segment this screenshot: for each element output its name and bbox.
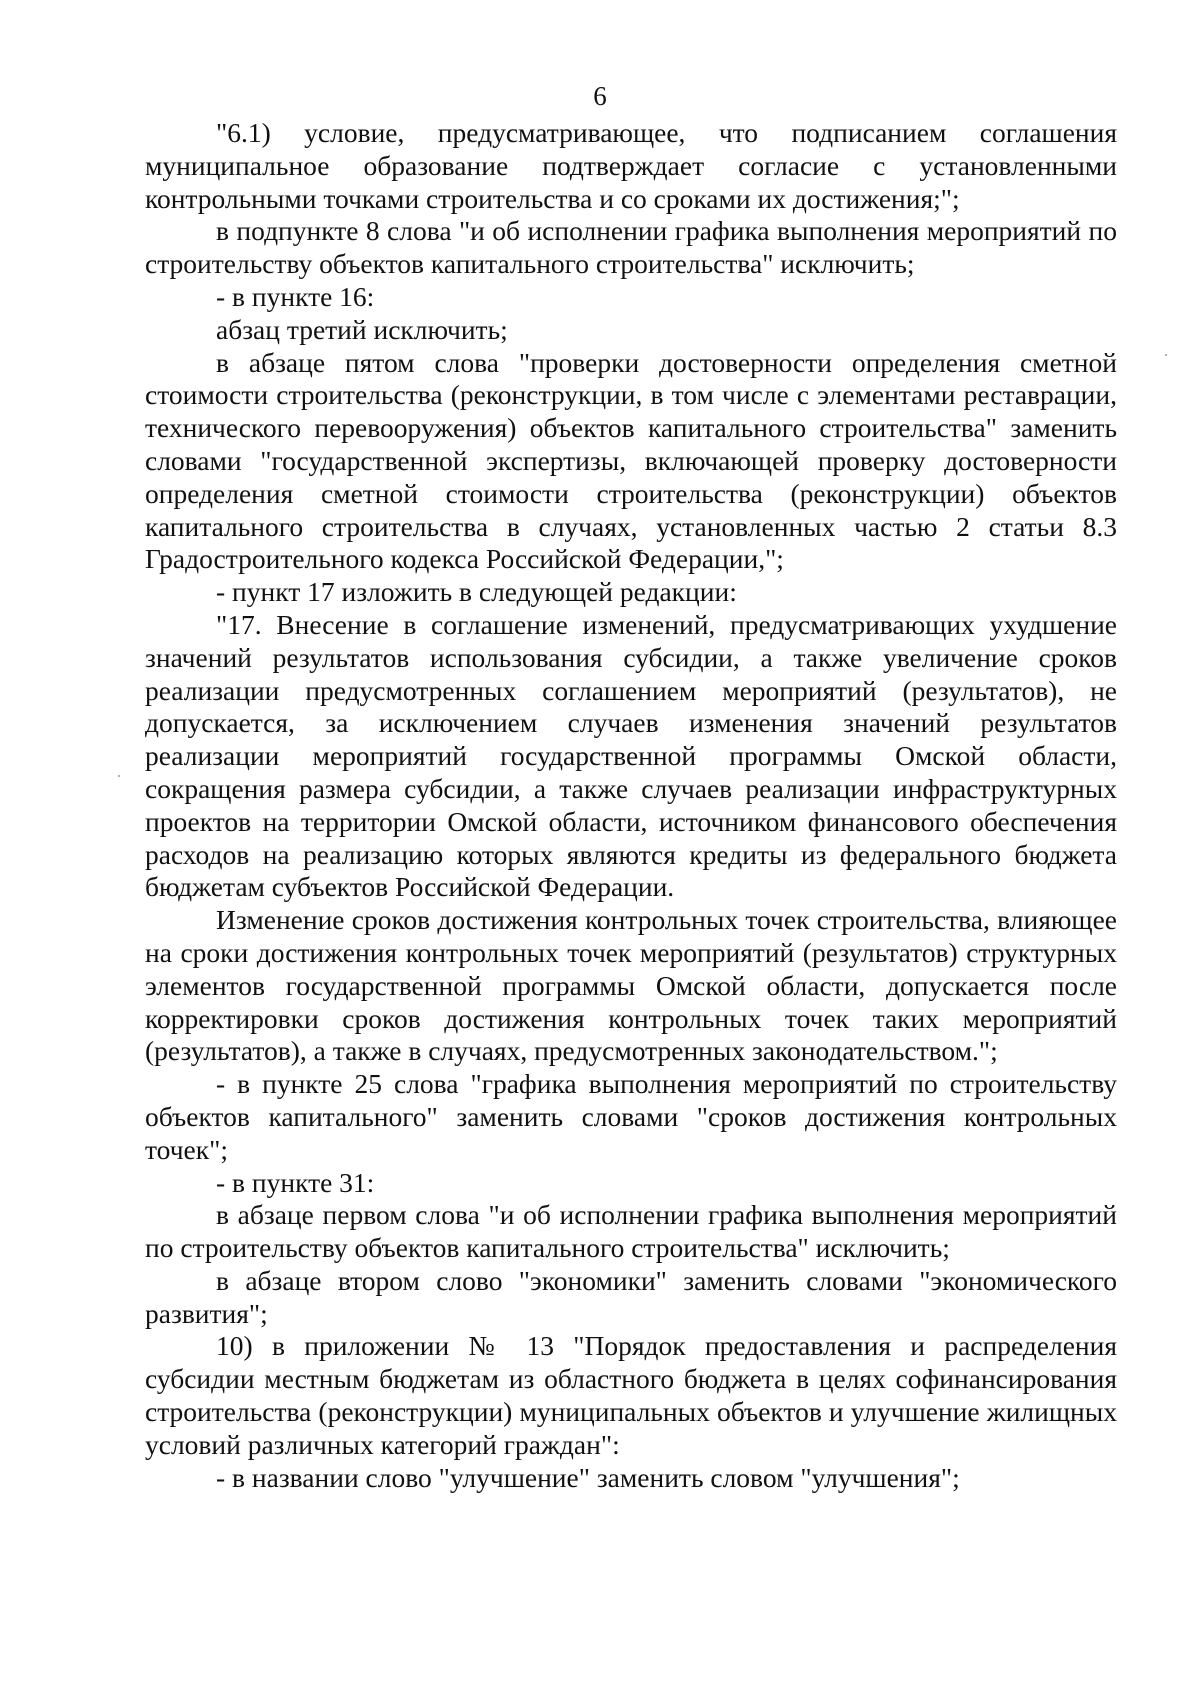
paragraph-point-17-text: "17. Внесение в соглашение изменений, предусматривающих ухудшение значений результатов использования субсидии, а также увеличение сроков реализации предусмотренных соглашением мероприятий (результатов), не допускается, за исключением случаев изменения значений результатов реализации мероприятий государственной программы Омской области, сокращения размера субсидии, а также случаев реализации инфраструктурных проектов на территории Омской области, источником финансового обеспечения расходов на реализацию которых являются кредиты из федерального бюджета бюджетам субъектов Российской Федерации. (145, 608, 1117, 903)
paragraph-point-17-intro: - пункт 17 изложить в следующей редакции: (216, 576, 737, 608)
page-number: 6 (593, 81, 607, 111)
paragraph-abzac-second: в абзаце втором слово "экономики" заменить словами "экономического развития"; (145, 1264, 1117, 1329)
paragraph-appendix-13: 10) в приложении № 13 "Порядок предоставления и распределения субсидии местным бюджетам из областного бюджета в целях софинансирования строительства (реконструкции) муниципальных объектов и улучшение жилищных условий различных категорий граждан": (145, 1330, 1117, 1460)
paragraph-point-31: - в пункте 31: (216, 1166, 375, 1198)
document-body (145, 117, 1117, 1494)
paragraph-title-change: - в названии слово "улучшение" заменить словом "улучшения"; (216, 1461, 960, 1493)
paragraph-6-1-condition: "6.1) условие, предусматривающее, что подписанием соглашения муниципальное образование подтверждает согласие с установленными контрольными точками строительства и со сроками их достижения;"; (145, 117, 1117, 214)
paragraph-point-16: - в пункте 16: (216, 280, 375, 312)
paragraph-abzac-fifth: в абзаце пятом слова "проверки достоверности определения сметной стоимости строительства (реконструкции, в том числе с элементами реставрации, технического перевооружения) объектов капитального строительства" заменить словами "государственной экспертизы, включающей проверку достоверности определения сметной стоимости строительства (реконструкции) объектов капитального строительства в случаях, установленных частью 2 статьи 8.3 Градостроительного кодекса Российской Федерации,"; (145, 346, 1117, 575)
scan-speck (118, 775, 120, 777)
paragraph-abzac-third: абзац третий исключить; (216, 313, 508, 345)
paragraph-subpoint-8: в подпункте 8 слова "и об исполнении графика выполнения мероприятий по строительству объектов капитального строительства" исключить; (145, 215, 1117, 280)
paragraph-point-25: - в пункте 25 слова "графика выполнения мероприятий по строительству объектов капитального" заменить словами "сроков достижения контрольных точек"; (145, 1068, 1117, 1165)
paragraph-control-points-change: Изменение сроков достижения контрольных точек строительства, влияющее на сроки достижения контрольных точек мероприятий (результатов) структурных элементов государственной программы Омской области, допускается после корректировки сроков достижения контрольных точек таких мероприятий (результатов), а также в случаях, предусмотренных законодательством."; (145, 904, 1117, 1067)
scan-speck (1165, 354, 1167, 356)
paragraph-abzac-first: в абзаце первом слова "и об исполнении графика выполнения мероприятий по строительству объектов капитального строительства" исключить; (145, 1199, 1117, 1264)
